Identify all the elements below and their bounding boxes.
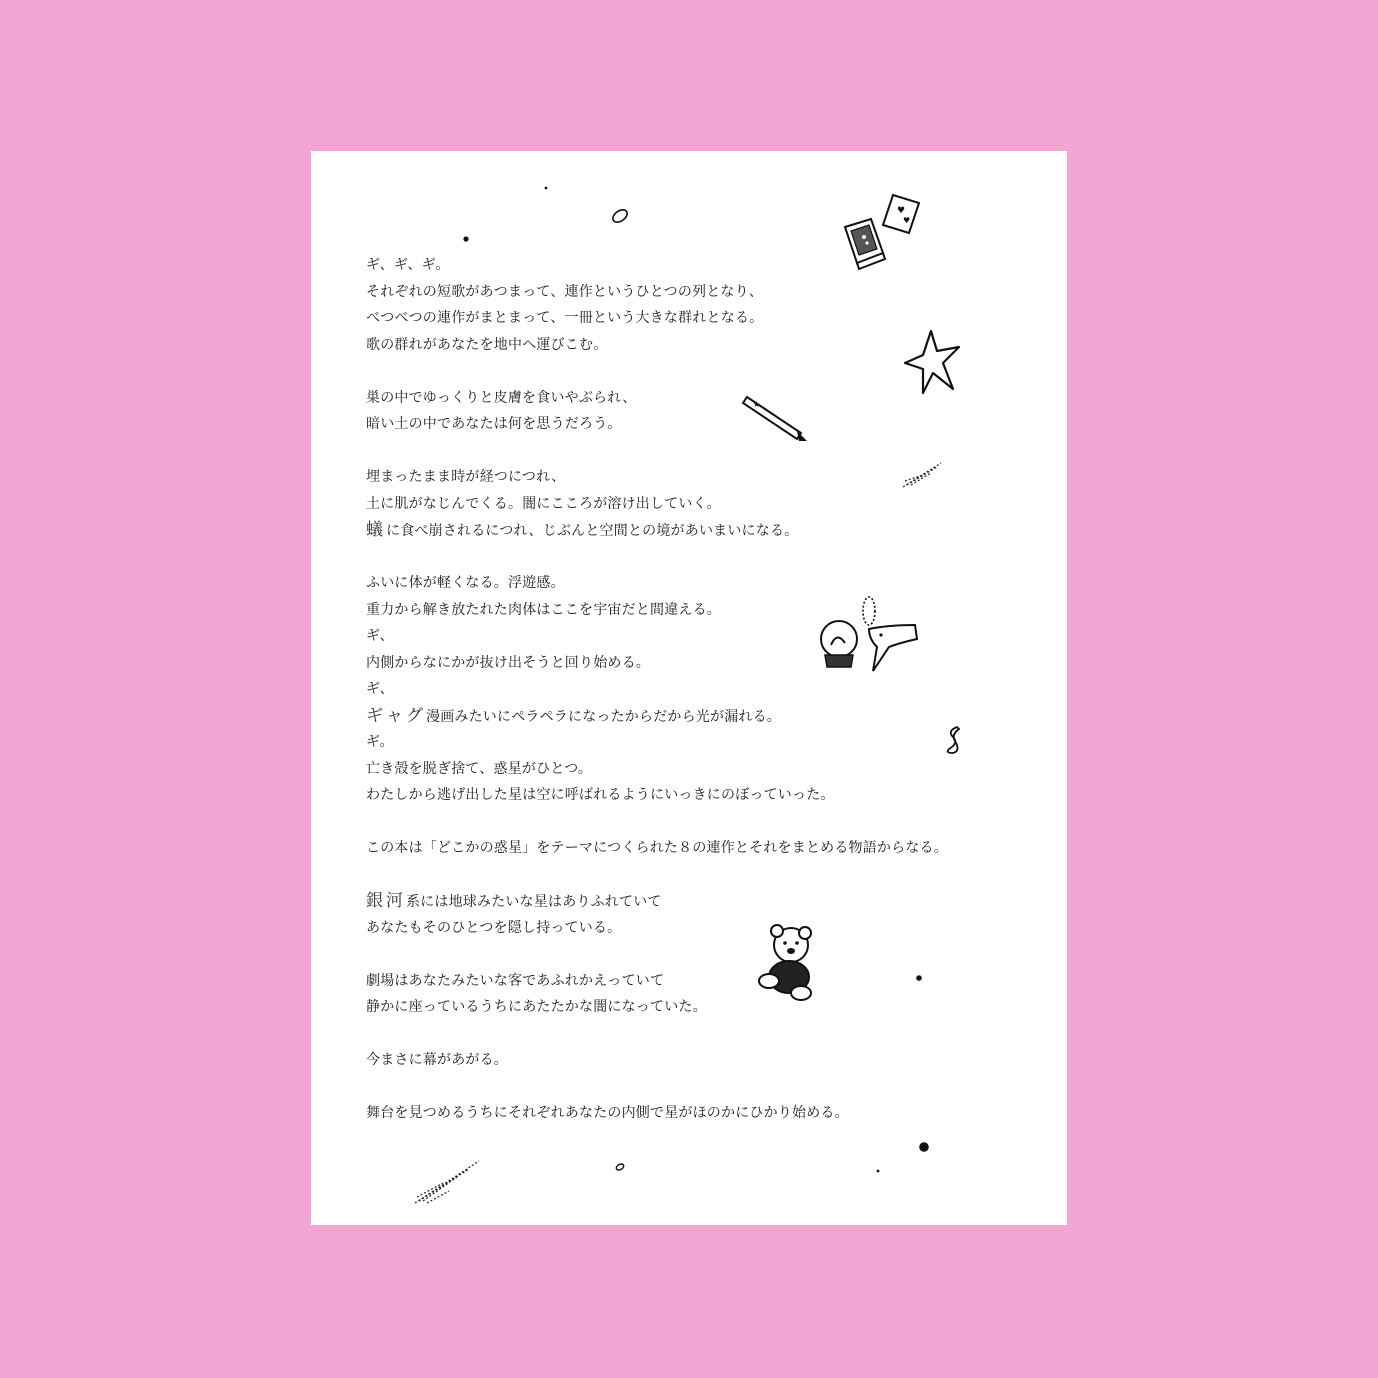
text-line: この本は「どこかの惑星」をテーマにつくられた８の連作とそれをまとめる物語からなる。 (366, 840, 948, 856)
text-line: 舞台を見つめるうちにそれぞれあなたの内側で星がほのかにひかり始める。 (366, 1105, 849, 1121)
text-line: 巣の中でゆっくりと皮膚を食いやぶられ、 (366, 389, 637, 406)
gyag-hand-glyph: ギャグ (366, 705, 426, 726)
text-line: 暗い土の中であなたは何を思うだろう。 (366, 416, 622, 432)
dot-icon (917, 1140, 931, 1154)
svg-text:♥: ♥ (903, 216, 911, 225)
text-fragment: 漫画みたいにペラペラになったからだから光が漏れる。 (426, 708, 781, 725)
text-fragment: に食べ崩されるにつれ、じぶんと空間との境があいまいになる。 (386, 523, 799, 539)
seed-icon (613, 1161, 627, 1173)
text-line: ふいに体が軽くなる。浮遊感。 (366, 575, 565, 591)
text-line: 歌の群れがあなたを地中へ運びこむ。 (366, 336, 608, 353)
text-line: ギ、 (366, 628, 394, 644)
text-line: ギ。 (366, 734, 394, 750)
dot-icon (462, 235, 470, 243)
dot-icon (875, 1168, 881, 1174)
paper-sheet (311, 151, 1067, 1225)
text-line: 重力から解き放たれた肉体はここを宇宙だと間違える。 (366, 601, 721, 618)
text-line: それぞれの短歌があつまって、連作というひとつの列となり、 (366, 283, 764, 300)
text-line: あなたもそのひとつを隠し持っている。 (366, 919, 622, 936)
dot-icon (543, 185, 549, 191)
text-line: わたしから逃げ出した星は空に呼ばれるようにいっきにのぼっていった。 (366, 787, 835, 803)
svg-text:♥: ♥ (897, 206, 906, 216)
galaxy-hand-glyph: 銀河 (366, 891, 406, 911)
comet-scribble-icon (413, 1157, 483, 1207)
svg-text:★: ★ (753, 400, 761, 409)
text-line: 埋まったまま時が経つにつれ、 (366, 469, 566, 485)
text-line: ギ、 (366, 681, 394, 697)
text-line: 内側からなにかが抜け出そうと回り始める。 (366, 654, 650, 671)
seed-icon (609, 207, 631, 225)
playing-card-icon (879, 191, 925, 237)
text-line: べつべつの連作がまとまって、一冊という大きな群れとなる。 (366, 310, 764, 326)
poem-text (366, 252, 1026, 1127)
text-line: 土に肌がなじんでくる。闇にこころが溶け出していく。 (366, 495, 721, 512)
text-line (366, 703, 1026, 730)
text-line: 亡き殻を脱ぎ捨て、惑星がひとつ。 (366, 760, 593, 777)
text-line: ギ、ギ、ギ。 (366, 257, 450, 273)
text-line: 劇場はあなたみたいな客であふれかえっていて (366, 972, 665, 989)
text-fragment: 系には地球みたいな星はありふれていて (406, 894, 662, 910)
text-line: 今まさに幕があがる。 (366, 1052, 508, 1068)
ant-hand-glyph: 蟻 (366, 520, 386, 540)
text-line (366, 888, 1026, 915)
text-line: 静かに座っているうちにあたたかな闇になっていた。 (366, 999, 707, 1015)
text-line (366, 517, 1026, 544)
